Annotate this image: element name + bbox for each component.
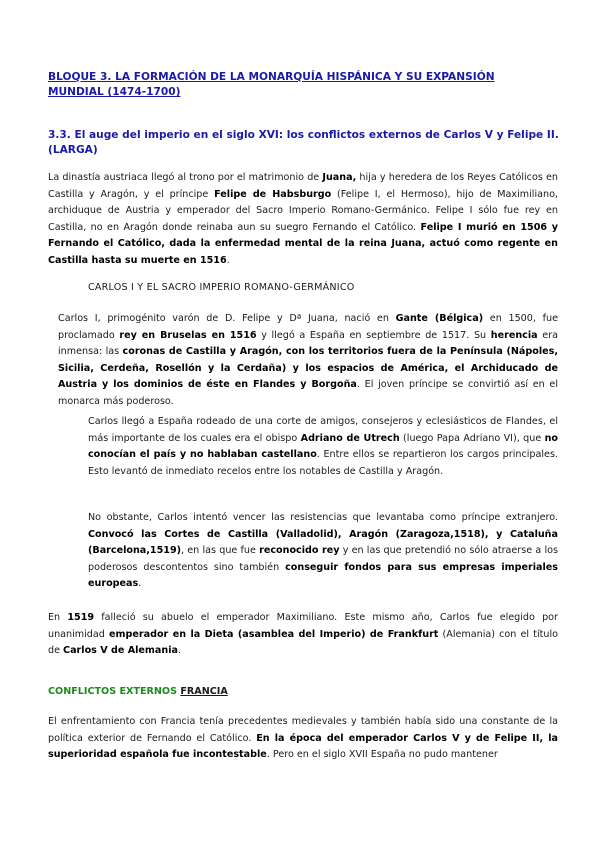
text-run: El enfrentamiento con Francia tenía precedentes medievales y también había sido una constante de la política exterior de Fernando el Católico. bbox=[48, 716, 558, 744]
heading-carlos: CARLOS I Y EL SACRO IMPERIO ROMANO-GERMÁNICO bbox=[88, 282, 355, 293]
text-run: No obstante, Carlos intentó vencer las resistencias que levantaba como príncipe extranjero. bbox=[88, 512, 558, 523]
text-run: y llegó a España en septiembre de 1517. Su bbox=[256, 329, 491, 341]
text-run: era inmensa: las bbox=[58, 329, 559, 358]
text-run: (luego Papa Adriano VI), que bbox=[399, 432, 545, 444]
document-title: BLOQUE 3. LA FORMACIÓN DE LA MONARQUÍA HISPÁNICA Y SU EXPANSIÓN MUNDIAL (1474-1700) bbox=[48, 71, 495, 98]
text-run: en 1500, fue proclamado bbox=[58, 313, 558, 341]
bold-run: rey en Bruselas en 1516 bbox=[119, 329, 257, 341]
bold-run: Felipe de Habsburgo bbox=[214, 188, 332, 200]
paragraph-cortes bbox=[88, 510, 558, 593]
text-run: falleció su abuelo el emperador Maximiliano. Este mismo año, Carlos fue elegido por unanimidad bbox=[48, 612, 558, 640]
bold-run: Gante (Bélgica) bbox=[395, 313, 484, 324]
text-run: En bbox=[48, 612, 68, 623]
text-run: hija y heredera de los Reyes Católicos en Castilla y Aragón, y el príncipe bbox=[48, 172, 558, 200]
text-run: . bbox=[138, 578, 142, 590]
paragraph-francia bbox=[48, 714, 558, 764]
bold-run: herencia bbox=[490, 329, 538, 341]
bold-run: emperador en la Dieta (asamblea del Imperio) de Frankfurt bbox=[109, 628, 439, 640]
section-link-francia[interactable]: FRANCIA bbox=[180, 686, 228, 697]
text-run: Carlos I, primogénito varón de D. Felipe y Dª Juana, nació en bbox=[58, 313, 396, 324]
text-run: . bbox=[178, 645, 182, 657]
text-run: . Pero en el siglo XVII España no pudo mantener bbox=[266, 749, 498, 761]
bold-run: coronas de Castilla y Aragón, con los territorios fuera de la Península (Nápoles, Sicilia, Cerdeña, Rosellón y la Cerdaña) y los espacios de América, el Archiducado de Austria y los dominios de éste en Flandes y Borgoña bbox=[58, 346, 559, 391]
text-run: , en las que fue bbox=[181, 545, 260, 557]
text-run: . El joven príncipe se convirtió así en el monarca más poderoso. bbox=[58, 379, 558, 407]
document-subtitle: 3.3. El auge del imperio en el siglo XVI: los conflictos externos de Carlos V y Felipe II. (LARGA) bbox=[48, 129, 559, 156]
bold-run: conseguir fondos para sus empresas imperiales europeas bbox=[88, 561, 559, 590]
text-run: Carlos llegó a España rodeado de una corte de amigos, consejeros y eclesiásticos de Flandes, el más importante de los cuales era el obispo bbox=[88, 416, 558, 444]
bold-run: Juana, bbox=[322, 172, 357, 183]
text-run: (Felipe I, el Hermoso), hijo de Maximiliano, archiduque de Austria y emperador del Sacro Imperio Romano-Germánico. Felipe I sólo fue rey en Castilla, no en Aragón donde reinaba aun su suegro Fernando el Católico. bbox=[48, 188, 558, 233]
bold-run: Convocó las Cortes de Castilla (Valladolid), Aragón (Zaragoza,1518), y Cataluña (Barcelona,1519) bbox=[88, 528, 558, 557]
text-run: (Alemania) con el título de bbox=[48, 628, 558, 657]
paragraph-emperador bbox=[48, 610, 558, 660]
paragraph-dinastia bbox=[48, 170, 558, 270]
bold-run: Adriano de Utrech bbox=[300, 432, 400, 444]
bold-run: no conocían el país y no hablaban castellano bbox=[88, 432, 559, 461]
bold-run: reconocido rey bbox=[259, 545, 340, 557]
paragraph-corte-flamenca bbox=[88, 414, 558, 480]
bold-run: Carlos V de Alemania bbox=[63, 645, 178, 657]
paragraph-carlos-herencia bbox=[58, 311, 558, 411]
section-label: CONFLICTOS EXTERNOS bbox=[48, 686, 181, 697]
bold-run: Felipe I murió en 1506 y Fernando el Católico, dada la enfermedad mental de la reina Juana, actuó como regente en Castilla hasta su muerte en 1516 bbox=[48, 221, 559, 266]
text-run: y en las que pretendió no sólo atraerse a los poderosos descontentos sino también bbox=[88, 545, 558, 573]
text-run: La dinastía austriaca llegó al trono por el matrimonio de bbox=[48, 172, 323, 183]
bold-run: 1519 bbox=[67, 612, 95, 623]
bold-run: En la época del emperador Carlos V y de Felipe II, la superioridad española fue incontestable bbox=[48, 732, 558, 761]
text-run: . Entre ellos se repartieron los cargos principales. Esto levantó de inmediato recelos entre los notables de Castilla y Aragón. bbox=[88, 449, 558, 477]
text-run: . bbox=[226, 254, 230, 266]
section-heading-conflictos bbox=[48, 686, 228, 697]
